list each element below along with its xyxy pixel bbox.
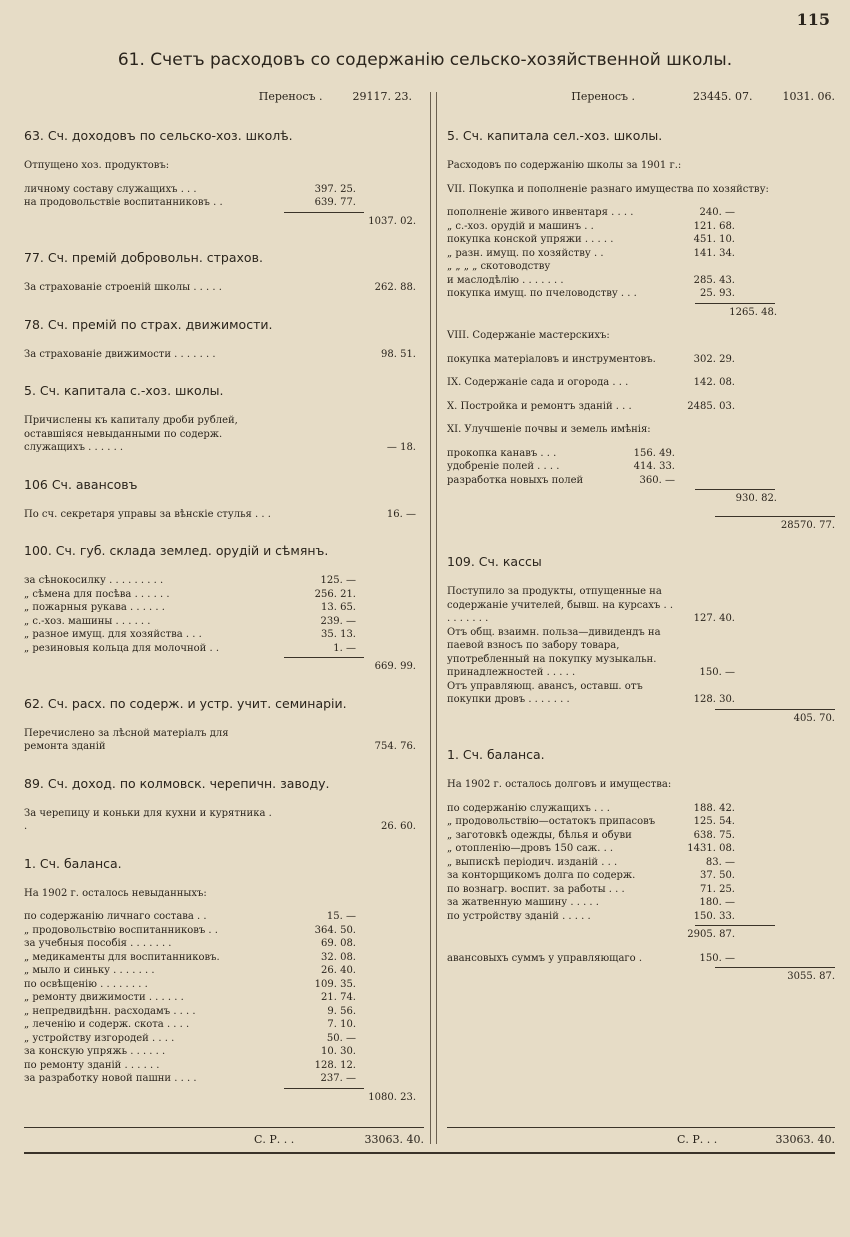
ledger-row: [24, 1045, 424, 1059]
ledger-row: [24, 951, 424, 965]
row-label: За черепицу и коньки для кухни и курятника . .: [24, 807, 272, 832]
subtotal-rule: [284, 212, 364, 213]
ledger-row: [447, 802, 835, 816]
right-column: [447, 88, 835, 984]
row-label: „ разн. имущ. по хозяйству . .: [447, 247, 604, 259]
row-label: по содержанію служащихъ . . .: [447, 802, 610, 814]
row-amount: 127. 40.: [693, 613, 735, 624]
page-title: 61. Счетъ расходовъ со содержанію сельско-хозяйственной школы.: [117, 50, 733, 70]
ledger-section: [24, 250, 424, 295]
row-amount: 237. —: [320, 1073, 356, 1084]
group-title: VII. Покупка и пополненіе разнаго имущества по хозяйству:: [447, 183, 769, 195]
ledger-group: [447, 423, 835, 506]
total-amount: 405. 70.: [793, 712, 835, 724]
ledger-row: [447, 287, 835, 301]
row-label: по освѣщенію . . . . . . . .: [24, 978, 148, 990]
ledger-section: [24, 317, 424, 362]
ledger-row: [24, 910, 424, 924]
row-amount: 32. 08.: [321, 951, 356, 963]
row-label: покупка конской упряжи . . . . .: [447, 234, 614, 245]
ledger-section: [24, 776, 424, 834]
row-label: „ заготовкѣ одежды, бѣлья и обуви: [447, 829, 632, 841]
row-amount: 83. —: [705, 856, 735, 868]
row-amount: 37. 50.: [700, 870, 735, 881]
section-heading: 5. Сч. капитала сел.-хоз. школы.: [447, 128, 663, 143]
row-amount: 71. 25.: [700, 883, 735, 895]
row-amount: 13. 65.: [321, 602, 356, 613]
row-label: и маслодѣлію . . . . . . .: [447, 274, 564, 286]
row-label: „ с.-хоз. машины . . . . . .: [24, 615, 151, 627]
row-amount: 180. —: [699, 897, 735, 908]
row-label: за учебныя пособія . . . . . . .: [24, 938, 172, 949]
subtotal-rule: [695, 303, 775, 304]
carry-label: Переносъ .: [258, 90, 323, 103]
ledger-row: [447, 474, 835, 488]
row-amount: 7. 10.: [327, 1019, 356, 1030]
row-label: „ непредвидѣнн. расходамъ . . . .: [24, 1005, 196, 1017]
subtotal-rule: [284, 657, 364, 658]
row-amount: 50. —: [326, 1032, 356, 1044]
ledger-row: [24, 1018, 424, 1032]
total-amount: 28570. 77.: [780, 519, 835, 531]
page-number: 115: [796, 10, 830, 29]
row-amount: 302. 29.: [693, 353, 735, 365]
row-amount: 285. 43.: [693, 274, 735, 286]
row-label: IX. Содержаніе сада и огорода . . .: [447, 377, 629, 388]
row-amount: 638. 75.: [693, 829, 735, 841]
row-label: на продовольствіе воспитанниковъ . .: [24, 197, 223, 208]
ledger-section: [447, 554, 835, 725]
row-label: удобреніе полей . . . .: [447, 461, 560, 472]
carry-forward: [447, 88, 835, 106]
row-label: „ отопленію—дровъ 150 саж. . .: [447, 843, 614, 854]
ledger-row: [447, 856, 835, 870]
row-label: „ продовольствію—остатокъ припасовъ: [447, 816, 656, 827]
ledger-row: [447, 376, 835, 390]
total-line: [24, 1127, 424, 1128]
ledger-row: [447, 815, 835, 829]
row-amount: 25. 93.: [700, 288, 735, 299]
ledger-section: [24, 383, 424, 455]
row-label: за разработку новой пашни . . . .: [24, 1073, 197, 1084]
row-label: „ ремонту движимости . . . . . .: [24, 992, 184, 1003]
section-heading: 109. Сч. кассы: [447, 554, 542, 569]
row-amount: — 18.: [386, 442, 416, 453]
ledger-row: [24, 642, 424, 656]
row-amount: 360. —: [639, 474, 675, 486]
ledger-group: [447, 376, 835, 390]
ledger-row: [24, 924, 424, 938]
ledger-row: [24, 1005, 424, 1019]
row-amount: 121. 68.: [693, 220, 735, 232]
ledger-row: [24, 964, 424, 978]
section-heading: 62. Сч. расх. по содерж. и устр. учит. семинаріи.: [24, 695, 347, 711]
section-rule: [715, 516, 835, 517]
bottom-rule: [24, 1152, 835, 1154]
group-title: XI. Улучшеніе почвы и земель имѣнія:: [447, 424, 651, 435]
row-label: „ медикаменты для воспитанниковъ.: [24, 951, 220, 963]
row-amount: 754. 76.: [374, 741, 416, 752]
row-label: „ выпискѣ періодич. изданій . . .: [447, 856, 618, 868]
row-label: „ с.-хоз. орудій и машинъ . .: [447, 220, 594, 232]
row-amount: 128. 30.: [693, 694, 735, 705]
section-intro: Расходовъ по содержанію школы за 1901 г.:: [447, 160, 682, 171]
ledger-section: [24, 543, 424, 674]
total-line: [447, 1127, 835, 1128]
row-label: по содержанію личнаго состава . .: [24, 911, 207, 922]
row-label: „ резиновыя кольца для молочной . .: [24, 642, 220, 654]
section-rule: [715, 709, 835, 710]
ledger-row: [24, 991, 424, 1005]
ledger-row: [24, 281, 424, 295]
row-label: по устройству зданій . . . . .: [447, 910, 591, 922]
carry-label: Переносъ .: [571, 90, 636, 103]
ledger-row: [24, 937, 424, 951]
ledger-row: [24, 508, 424, 522]
ledger-row: [447, 447, 835, 461]
ledger-row: [447, 400, 835, 414]
ledger-row: [24, 348, 424, 362]
ledger-row: [447, 680, 835, 707]
ledger-section: [24, 696, 424, 754]
row-label: „ „ „ „ скотоводству: [447, 261, 551, 272]
section-intro: Отпущено хоз. продуктовъ:: [24, 160, 170, 171]
total-amount: 1080. 23.: [368, 1091, 416, 1103]
ledger-row: [447, 829, 835, 843]
row-amount: 69. 08.: [321, 938, 356, 949]
row-label: личному составу служащихъ . . .: [24, 183, 197, 195]
total-amount: 1037. 02.: [368, 215, 416, 227]
row-amount: 364. 50.: [314, 924, 356, 936]
total-amount: 2905. 87.: [687, 929, 735, 940]
total-amount: 1265. 48.: [729, 306, 777, 318]
section-heading: 78. Сч. премій по страх. движимости.: [24, 316, 273, 332]
row-amount: 141. 34.: [693, 247, 735, 259]
section-rule: [715, 967, 835, 968]
ledger-row: [24, 628, 424, 642]
row-amount: 2485. 03.: [687, 400, 735, 412]
row-amount: 15. —: [326, 911, 356, 922]
section-heading: 63. Сч. доходовъ по сельско-хоз. школѣ.: [24, 128, 293, 143]
ledger-row: [24, 978, 424, 992]
row-label: За страхованіе строеній школы . . . . .: [24, 282, 222, 293]
ledger-total: [447, 712, 835, 726]
row-amount: 142. 08.: [693, 377, 735, 388]
ledger-section: [24, 128, 424, 228]
ledger-row: [24, 196, 424, 210]
carry-value: 1031. 06.: [782, 90, 835, 103]
ledger-total: [24, 660, 424, 674]
row-label: „ леченію и содерж. скота . . . .: [24, 1019, 190, 1030]
ledger-row: [447, 883, 835, 897]
row-amount: 188. 42.: [693, 802, 735, 814]
row-label: „ мыло и синьку . . . . . . .: [24, 965, 155, 976]
row-amount: 10. 30.: [321, 1046, 356, 1057]
ledger-row: [447, 952, 835, 966]
footer-value: 33063. 40.: [775, 1133, 835, 1146]
row-label: Поступило за продукты, отпущенные на содержаніе учителей, бывш. на курсахъ . . . . . . . . .: [447, 586, 674, 624]
row-amount: 16. —: [386, 508, 416, 520]
ledger-total: [24, 1091, 424, 1105]
section-heading: 5. Сч. капитала с.-хоз. школы.: [24, 383, 224, 398]
row-label: Причислены къ капиталу дроби рублей, оставшіяся невыданными по содерж. служащихъ . . . . . .: [24, 415, 238, 453]
section-heading: 89. Сч. доход. по колмовск. черепичн. заводу.: [24, 775, 330, 791]
ledger-row: [447, 585, 835, 626]
ledger-row: [447, 274, 835, 288]
ledger-section: [24, 856, 424, 1105]
ledger-row: [447, 260, 835, 274]
ledger-group: [447, 183, 835, 320]
row-amount: 150. —: [699, 952, 735, 964]
ledger-row: [24, 183, 424, 197]
row-amount: 109. 35.: [314, 978, 356, 990]
row-label: „ продовольствію воспитанниковъ . .: [24, 924, 218, 936]
row-label: „ пожарныя рукава . . . . . .: [24, 602, 165, 613]
row-amount: 150. —: [699, 667, 735, 678]
ledger-section: [447, 128, 835, 532]
row-label: По сч. секретаря управы за вѣнскіе стулья . . .: [24, 508, 271, 520]
ledger-row: [447, 460, 835, 474]
ledger-total: [447, 970, 835, 984]
ledger-group: [447, 329, 835, 366]
ledger-row: [447, 896, 835, 910]
row-amount: 239. —: [320, 615, 356, 627]
section-heading: 106 Сч. авансовъ: [24, 476, 138, 492]
row-amount: 21. 74.: [321, 992, 356, 1003]
footer-value: 33063. 40.: [364, 1133, 424, 1146]
ledger-row: [447, 247, 835, 261]
section-heading: 1. Сч. баланса.: [447, 747, 545, 762]
row-amount: 9. 56.: [327, 1005, 356, 1017]
row-label: Отъ общ. взаимн. польза—дивидендъ на паевой взносъ по забору товара, употребленный на покупку музыкальн. принадлежностей . . . . .: [447, 626, 661, 678]
row-amount: 1431. 08.: [687, 843, 735, 854]
subtotal-rule: [284, 1088, 364, 1089]
carry-value: 23445. 07.: [693, 90, 753, 103]
row-amount: 26. 40.: [321, 965, 356, 976]
total-amount: 930. 82.: [735, 493, 777, 504]
row-label: „ разное имущ. для хозяйства . . .: [24, 629, 202, 640]
row-label: „ сѣмена для посѣва . . . . . .: [24, 588, 170, 600]
section-intro: На 1902 г. осталось долговъ и имущества:: [447, 779, 672, 790]
total-amount: 669. 99.: [374, 661, 416, 672]
row-label: за сѣнокосилку . . . . . . . . .: [24, 575, 164, 586]
ledger-row: [447, 233, 835, 247]
section-intro: На 1902 г. осталось невыданныхъ:: [24, 887, 207, 899]
ledger-row: [24, 414, 424, 455]
ledger-row: [24, 807, 424, 834]
row-label: по ремонту зданій . . . . . .: [24, 1059, 160, 1071]
row-amount: 639. 77.: [314, 197, 356, 208]
ledger-section: [24, 477, 424, 522]
ledger-total: [447, 519, 835, 533]
row-label: пополненіе живого инвентаря . . . .: [447, 207, 634, 218]
ledger-total: [447, 306, 835, 320]
ledger-row: [24, 1059, 424, 1073]
row-amount: 26. 60.: [381, 821, 416, 832]
row-label: авансовыхъ суммъ у управляющаго .: [447, 952, 643, 964]
row-amount: 397. 25.: [314, 183, 356, 195]
ledger-row: [24, 1032, 424, 1046]
row-amount: 125. 54.: [693, 816, 735, 827]
row-amount: 240. —: [699, 207, 735, 218]
row-label: Отъ управляющ. авансъ, оставш. отъ покупки дровъ . . . . . . .: [447, 680, 643, 705]
row-amount: 451. 10.: [693, 234, 735, 245]
carry-value: 29117. 23.: [352, 90, 412, 103]
row-label: за жатвенную машину . . . . .: [447, 897, 599, 908]
row-amount: 414. 33.: [633, 461, 675, 472]
row-label: за конторщикомъ долга по содерж.: [447, 870, 636, 881]
row-label: покупка матеріаловъ и инструментовъ.: [447, 353, 656, 365]
row-amount: 256. 21.: [314, 588, 356, 600]
section-heading: 100. Сч. губ. склада землед. орудій и сѣмянъ.: [24, 543, 329, 558]
ledger-row: [24, 574, 424, 588]
ledger-row: [447, 220, 835, 234]
row-amount: 35. 13.: [321, 629, 356, 640]
row-label: Перечислено за лѣсной матеріалъ для ремонта зданій: [24, 727, 229, 752]
ledger-row: [24, 727, 424, 754]
row-label: За страхованіе движимости . . . . . . .: [24, 348, 216, 360]
section-heading: 77. Сч. премій добровольн. страхов.: [24, 250, 263, 265]
ledger-row: [24, 601, 424, 615]
row-amount: 1. —: [333, 642, 356, 654]
subtotal-rule: [695, 925, 775, 926]
total-amount: 3055. 87.: [787, 971, 835, 982]
row-label: разработка новыхъ полей: [447, 474, 584, 486]
row-amount: 125. —: [320, 575, 356, 586]
ledger-section: [447, 747, 835, 984]
ledger-total: [447, 928, 835, 942]
row-label: „ устройству изгородей . . . .: [24, 1032, 175, 1044]
row-amount: 128. 12.: [314, 1059, 356, 1071]
ledger-row: [24, 1072, 424, 1086]
ledger-row: [447, 626, 835, 680]
row-amount: 156. 49.: [633, 447, 675, 459]
ledger-row: [447, 842, 835, 856]
row-label: по вознагр. воспит. за работы . . .: [447, 883, 625, 895]
ledger-total: [24, 215, 424, 229]
row-amount: 150. 33.: [693, 910, 735, 922]
ledger-total: [447, 492, 835, 506]
section-heading: 1. Сч. баланса.: [24, 855, 122, 871]
footer-label: С. Р. . .: [254, 1133, 295, 1146]
ledger-row: [447, 910, 835, 924]
group-title: VIII. Содержаніе мастерскихъ:: [447, 330, 610, 341]
ledger-row: [24, 588, 424, 602]
carry-forward: [24, 88, 424, 106]
row-label: покупка имущ. по пчеловодству . . .: [447, 288, 637, 299]
ledger-row: [447, 206, 835, 220]
ledger-row: [24, 615, 424, 629]
ledger-row: [447, 353, 835, 367]
ledger-row: [447, 869, 835, 883]
row-label: прокопка канавъ . . .: [447, 447, 557, 459]
left-column: [24, 88, 424, 1104]
row-label: X. Постройка и ремонтъ зданій . . .: [447, 400, 632, 412]
subtotal-rule: [695, 489, 775, 490]
ledger-group: [447, 400, 835, 414]
column-divider: [430, 92, 437, 1144]
row-amount: 262. 88.: [374, 282, 416, 293]
row-amount: 98. 51.: [381, 348, 416, 360]
row-label: за конскую упряжь . . . . . .: [24, 1046, 166, 1057]
footer-label: С. Р. . .: [677, 1133, 718, 1146]
